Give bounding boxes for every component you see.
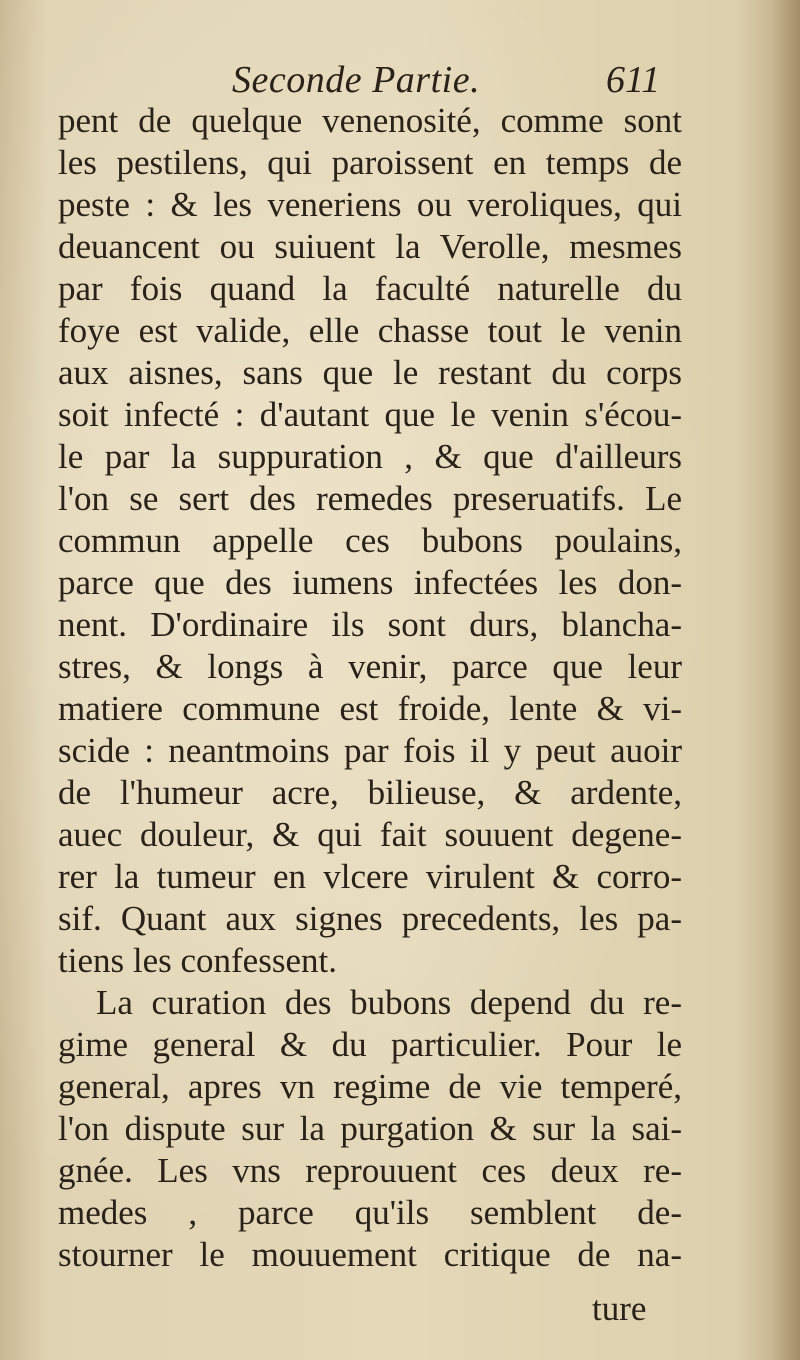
- text-line: matiere commune est froide, lente & vi-: [58, 689, 682, 728]
- text-line: l'on se sert des remedes preseruatifs. Le: [58, 479, 682, 518]
- catchword: ture: [592, 1289, 647, 1328]
- text-line: gime general & du particulier. Pour le: [58, 1025, 682, 1064]
- text-line: le par la suppuration , & que d'ailleurs: [58, 437, 682, 476]
- text-line: aux aisnes, sans que le restant du corps: [58, 353, 682, 392]
- text-line: les pestilens, qui paroissent en temps de: [58, 143, 682, 182]
- text-line: stres, & longs à venir, parce que leur: [58, 647, 682, 686]
- text-line: commun appelle ces bubons poulains,: [58, 521, 682, 560]
- text-line: par fois quand la faculté naturelle du: [58, 269, 682, 308]
- text-line: deuancent ou suiuent la Verolle, mesmes: [58, 227, 682, 266]
- text-line: auec douleur, & qui fait souuent degene-: [58, 815, 682, 854]
- text-line: nent. D'ordinaire ils sont durs, blancha-: [58, 605, 682, 644]
- paragraph-start-line: La curation des bubons depend du re-: [96, 983, 682, 1022]
- text-line: parce que des iumens infectées les don-: [58, 563, 682, 602]
- text-line: foye est valide, elle chasse tout le venin: [58, 311, 682, 350]
- text-line: sif. Quant aux signes precedents, les pa-: [58, 899, 682, 938]
- text-line: soit infecté : d'autant que le venin s'écou-: [58, 395, 682, 434]
- page-number: 611: [606, 59, 661, 101]
- text-line: de l'humeur acre, bilieuse, & ardente,: [58, 773, 682, 812]
- text-line: l'on dispute sur la purgation & sur la sai-: [58, 1109, 682, 1148]
- running-title: Seconde Partie.: [232, 59, 481, 101]
- text-line: stourner le mouuement critique de na-: [58, 1235, 682, 1274]
- text-line: scide : neantmoins par fois il y peut auoir: [58, 731, 682, 770]
- text-line: rer la tumeur en vlcere virulent & corro-: [58, 857, 682, 896]
- paragraph-end-line: tiens les confessent.: [58, 941, 337, 980]
- text-line: general, apres vn regime de vie temperé,: [58, 1067, 682, 1106]
- text-line: peste : & les veneriens ou veroliques, qui: [58, 185, 682, 224]
- text-line: medes , parce qu'ils semblent de-: [58, 1193, 682, 1232]
- page-edge-shadow: [772, 0, 800, 1360]
- text-line: pent de quelque venenosité, comme sont: [58, 101, 682, 140]
- text-line: gnée. Les vns reprouuent ces deux re-: [58, 1151, 682, 1190]
- body-text: [58, 100, 682, 1276]
